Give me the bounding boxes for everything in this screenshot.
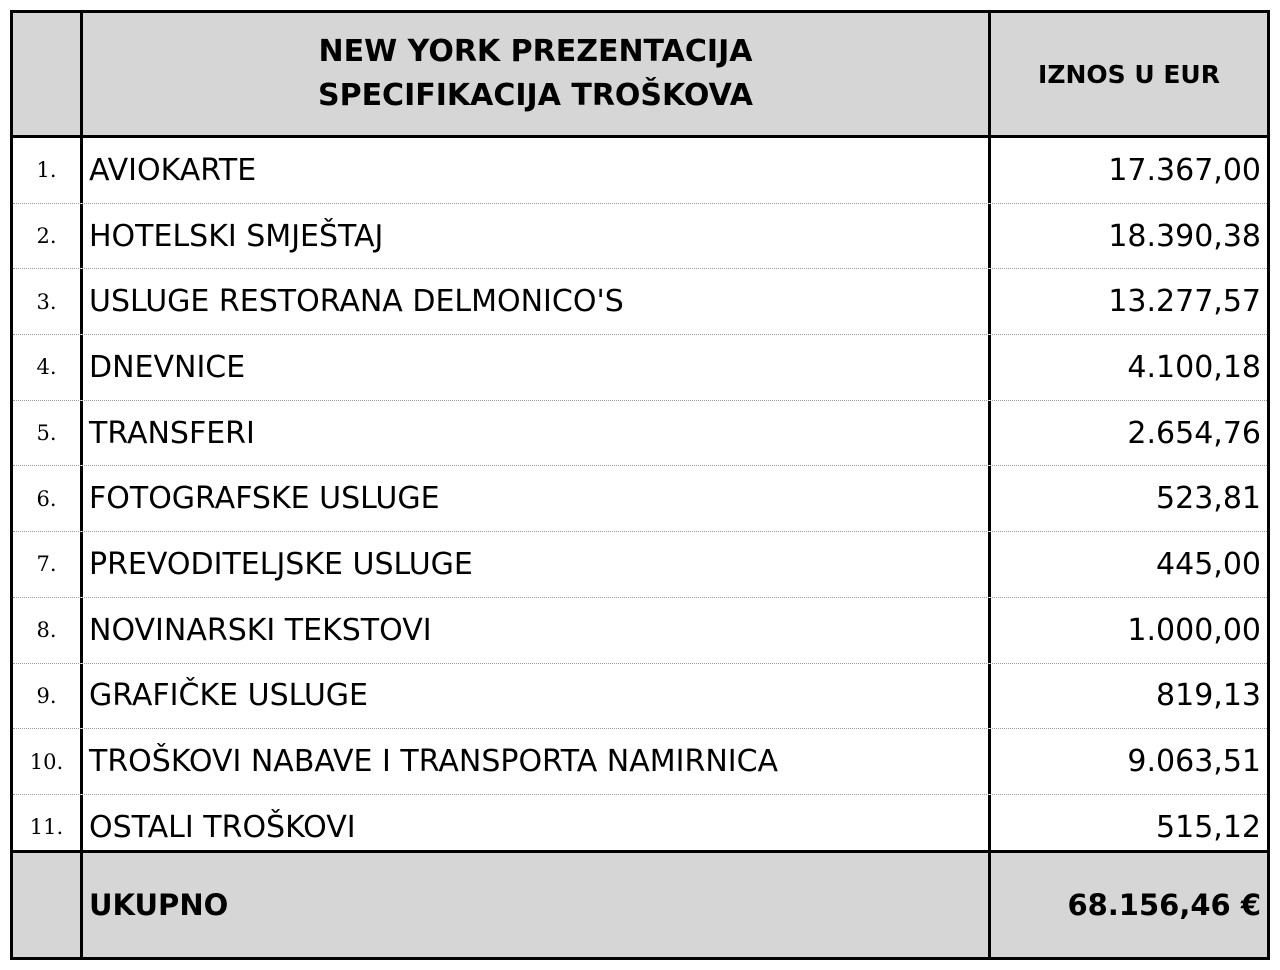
- row-number: 6.: [36, 486, 57, 511]
- row-number: 11.: [29, 815, 64, 840]
- row-number: 1.: [36, 158, 57, 183]
- row-description: TRANSFERI: [80, 401, 988, 466]
- table-row: [13, 335, 1267, 401]
- row-description: GRAFIČKE USLUGE: [80, 664, 988, 729]
- total-label: UKUPNO: [80, 853, 988, 957]
- total-number-cell: [13, 853, 80, 957]
- row-number: 7.: [36, 552, 57, 577]
- cost-table: [10, 10, 1270, 960]
- row-amount: 4.100,18: [988, 335, 1267, 400]
- table-row: [13, 204, 1267, 270]
- header-title-cell: [80, 13, 988, 135]
- table-row: [13, 664, 1267, 730]
- row-description: FOTOGRAFSKE USLUGE: [80, 466, 988, 531]
- table-row: [13, 532, 1267, 598]
- row-number: 4.: [36, 355, 57, 380]
- table-row: [13, 269, 1267, 335]
- row-description: AVIOKARTE: [80, 138, 988, 203]
- row-amount: 2.654,76: [988, 401, 1267, 466]
- row-amount: 9.063,51: [988, 729, 1267, 794]
- total-row: [13, 850, 1267, 957]
- row-amount: 13.277,57: [988, 269, 1267, 334]
- row-number: 2.: [36, 224, 57, 249]
- row-number: 8.: [36, 618, 57, 643]
- row-amount: 18.390,38: [988, 204, 1267, 269]
- row-amount: 523,81: [988, 466, 1267, 531]
- row-amount: 1.000,00: [988, 598, 1267, 663]
- row-amount: 515,12: [988, 795, 1267, 860]
- row-amount: 819,13: [988, 664, 1267, 729]
- total-amount: 68.156,46 €: [988, 853, 1267, 957]
- row-description: USLUGE RESTORANA DELMONICO'S: [80, 269, 988, 334]
- table-row: [13, 598, 1267, 664]
- items-body: [13, 138, 1267, 850]
- row-description: OSTALI TROŠKOVI: [80, 795, 988, 860]
- row-amount: 17.367,00: [988, 138, 1267, 203]
- row-description: NOVINARSKI TEKSTOVI: [80, 598, 988, 663]
- row-description: TROŠKOVI NABAVE I TRANSPORTA NAMIRNICA: [80, 729, 988, 794]
- row-number: 5.: [36, 421, 57, 446]
- row-number: 3.: [36, 289, 57, 314]
- row-description: HOTELSKI SMJEŠTAJ: [80, 204, 988, 269]
- row-number: 9.: [36, 683, 57, 708]
- table-header: [13, 13, 1267, 138]
- row-number: 10.: [29, 749, 64, 774]
- header-amount-label: IZNOS U EUR: [988, 13, 1267, 135]
- title-line-2: SPECIFIKACIJA TROŠKOVA: [317, 78, 754, 113]
- header-number-cell: [13, 13, 80, 135]
- table-row: [13, 729, 1267, 795]
- table-row: [13, 466, 1267, 532]
- table-row: [13, 401, 1267, 467]
- row-amount: 445,00: [988, 532, 1267, 597]
- table-row: [13, 138, 1267, 204]
- title-line-1: NEW YORK PREZENTACIJA: [318, 34, 753, 69]
- row-description: DNEVNICE: [80, 335, 988, 400]
- row-description: PREVODITELJSKE USLUGE: [80, 532, 988, 597]
